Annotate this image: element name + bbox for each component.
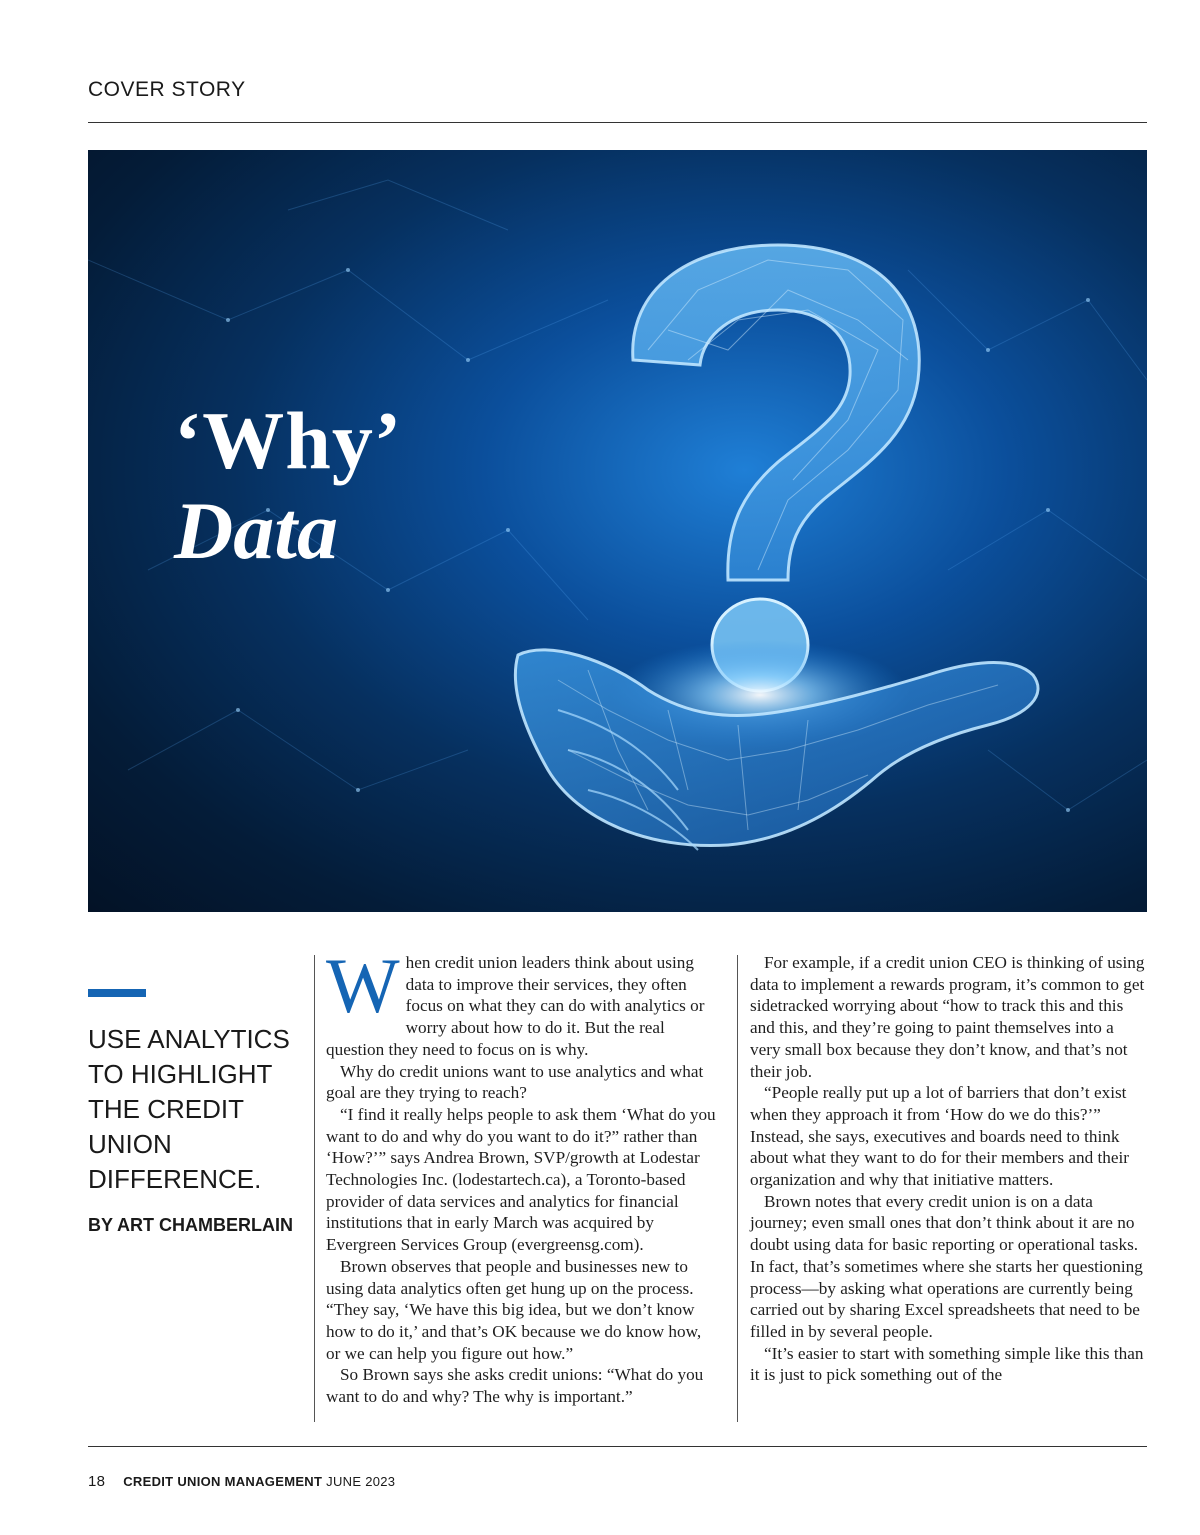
paragraph: When credit union leaders think about using data to improve their services, they often focus on what they can do with analytics or worry about how to do it. But the real question they need to focus on is why. xyxy=(326,942,705,1059)
page-footer xyxy=(88,1473,395,1490)
article-column-1 xyxy=(326,942,718,1408)
paragraph: Brown notes that every credit union is on a data journey; even small ones that don’t think about it are no doubt using data for basic reporting or operational tasks. In fact, that’s sometimes where she starts her questioning process—by asking what operations are currently being carried out by sharing Excel spreadsheets that need to be filled in by several people. xyxy=(750,1191,1143,1341)
section-label: COVER STORY xyxy=(88,78,246,101)
deck: USE ANALYTICS TO HIGHLIGHT THE CREDIT UNION DIFFERENCE. xyxy=(88,1024,290,1194)
accent-bar xyxy=(88,989,146,997)
headline-line-2: Data xyxy=(174,485,338,576)
paragraph: Why do credit unions want to use analytics and what goal are they trying to reach? xyxy=(326,1061,704,1103)
byline: BY ART CHAMBERLAIN xyxy=(88,1215,293,1235)
page-number: 18 xyxy=(88,1473,106,1490)
magazine-name: CREDIT UNION MANAGEMENT xyxy=(123,1474,323,1489)
bottom-divider xyxy=(88,1446,1147,1447)
hero-image xyxy=(88,150,1147,912)
column-divider xyxy=(737,955,738,1422)
paragraph: “It’s easier to start with something simple like this than it is just to pick something out of the xyxy=(750,1343,1144,1385)
paragraph: “People really put up a lot of barriers that don’t exist when they approach it from ‘How do we do this?’” Instead, she says, executives and boards need to think about what they want to do for their members and their organization and why that initiative matters. xyxy=(750,1083,1129,1190)
top-divider xyxy=(88,122,1147,123)
column-divider xyxy=(314,955,315,1422)
paragraph: Brown observes that people and businesses new to using data analytics often get hung up on the process. “They say, ‘We have this big idea, but we don’t know how to do it,’ and that’s OK because we do know how, or we can help you figure out how.” xyxy=(326,1256,702,1363)
headline-line-1: ‘Why’ xyxy=(174,395,403,486)
paragraph: So Brown says she asks credit unions: “What do you want to do and why? The why is important.” xyxy=(326,1365,704,1407)
paragraph: For example, if a credit union CEO is thinking of using data to implement a rewards program, it’s common to get sidetracked worrying about “how to track this and this and this, and they’re going to paint themselves into a very small box because they don’t know, and that’s not their job. xyxy=(750,953,1145,1081)
article-column-2 xyxy=(750,952,1147,1386)
paragraph: “I find it really helps people to ask them ‘What do you want to do and why do you want to do it?” rather than ‘How?’” says Andrea Brown, SVP/growth at Lodestar Technologies Inc. (lodestartech.ca), a Toronto-based provider of data services and analytics for financial institutions that in early March was acquired by Evergreen Services Group (evergreensg.com). xyxy=(326,1104,716,1255)
headline xyxy=(174,395,403,576)
drop-cap: W xyxy=(326,942,400,1029)
issue-date: JUNE 2023 xyxy=(326,1474,396,1489)
